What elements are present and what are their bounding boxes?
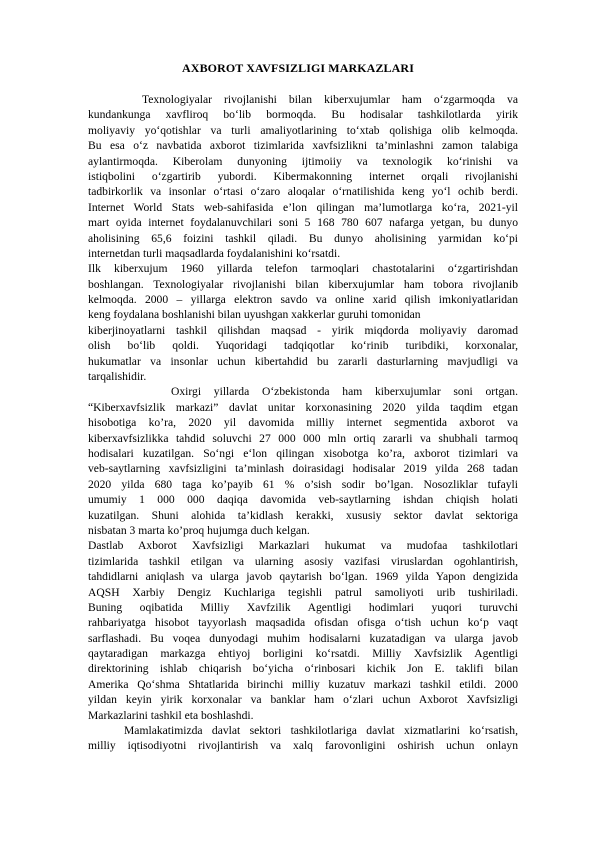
text-line: umumiy 1 000 000 daqiqa davomida veb-saytlarning ishdan chiqish holati xyxy=(88,493,518,507)
text-line: internetdan turli maqsadlarda foydalanishini ko‘rsatdi. xyxy=(88,246,341,260)
text-line: 2020 yilda 680 taga ko’payib 61 % o’sish sodir bo’lgan. Nosozliklar tufayli xyxy=(88,477,518,491)
text-line: Amerika Qo‘shma Shtatlarida birinchi milliy kuzatuv markazi tashkil etildi. 2000 xyxy=(88,677,518,691)
text-line: hisobotiga ko’ra, 2020 yil davomida milliy internet segmentida axborot va xyxy=(88,416,518,430)
text-line: “Kiberxavfsizlik markazi” davlat unitar korxonasining 2020 yilda taqdim etgan xyxy=(88,400,518,414)
text-line: kiberxavfsizlikka tahdid soluvchi 27 000 000 mln ortiq zararli va shubhali tarmoq xyxy=(88,431,518,445)
text-line: tarqalishidir. xyxy=(88,370,147,384)
text-line: tadbirkorlik va insonlar o‘rtasi o‘zaro aloqalar o‘rnatilishida keng yo‘l ochib berdi. xyxy=(88,185,518,199)
text-line: aholisining 65,6 foizini tashkil qiladi. Bu dunyo aholisining yarmidan ko‘pi xyxy=(88,231,518,245)
text-line: aylantirmoqda. Kiberolam dunyoning ijtimoiiy va texnologik ko‘rinishi va xyxy=(88,154,518,168)
text-line: Bu esa o‘z navbatida axborot tizimlarida xavfsizlikni ta’minlashni zamon talabiga xyxy=(88,139,518,153)
document-title: AXBOROT XAVFSIZLIGI MARKAZLARI xyxy=(182,61,414,75)
text-line: olish bo‘lib qoldi. Yuqoridagi tadqiqotlar ko‘rinib turibdiki, korxonalar, xyxy=(88,339,518,353)
text-line: AQSH Xarbiy Dengiz Kuchlariga tegishli patrul samoliyoti urib tushiriladi. xyxy=(88,585,518,599)
text-line: direktorining ishlab chiqarish bo‘yicha o‘rinbosari kichik Jon E. taklifi bilan xyxy=(88,662,518,676)
text-line: Ilk kiberxujum 1960 yillarda telefon tarmoqlari chastotalarini o‘zgartirishdan xyxy=(88,262,518,276)
text-line: kundankunga xavfliroq bo‘lib bormoqda. Bu hodisalar tashkilotlarda yirik xyxy=(88,108,518,122)
text-line: boshlangan. Texnologiyalar rivojlanishi bilan kiberxujumlar ham tobora rivojlanib xyxy=(88,277,518,291)
text-line: qaytaradigan markazga ehtiyoj borligini ko‘rsatdi. Milliy Xavfsizlik Agentligi xyxy=(88,647,518,661)
text-line: Texnologiyalar rivojlanishi bilan kiberxujumlar ham o‘zgarmoqda va xyxy=(142,93,518,106)
text-line: milliy iqtisodiyotni rivojlantirish va xalq farovonligini oshirish uchun onlayn xyxy=(88,739,518,753)
text-line: Internet World Stats web-sahifasida e’lon qilingan ma’lumotlarga ko‘ra, 2021-yil xyxy=(88,200,518,214)
text-line: Buning oqibatida Milliy Xavfzilik Agentligi hodimlari yuqori turuvchi xyxy=(88,600,518,614)
text-line: Dastlab Axborot Xavfsizligi Markazlari hukumat va mudofaa tashkilotlari xyxy=(88,539,518,553)
text-line: keng foydalana boshlanishi bilan uyushgan xakkerlar guruhi tomonidan xyxy=(88,308,421,322)
text-line: veb-saytlarning xavfsizligini ta’minlash doirasidagi hodisalar 2019 yilda 268 tadan xyxy=(88,462,518,476)
text-line: yildan keyin yirik korxonalar va banklar ham o‘zlari uchun Axborot Xavfsizligi xyxy=(88,693,518,707)
document-body xyxy=(88,92,518,754)
text-line: hodisalari kuzatilgan. So‘ngi e‘lon qilingan xisobotga ko’ra, axborot tizimlari va xyxy=(88,446,518,460)
text-line: rahbariyatga hisobot tayyorlash maqsadida ofisdan ofisga o‘tish uchun ko‘p vaqt xyxy=(88,616,518,630)
text-line: tizimlarida tashkil etilgan va ularning asosiy vazifasi viruslardan ogohlantirish, xyxy=(88,554,518,568)
text-line: Markazlarini tashkil eta boshlashdi. xyxy=(88,708,254,722)
text-line: sarflashadi. Bu voqea dunyodagi muhim hodisalarni kuzatadigan va ularga javob xyxy=(88,631,518,645)
text-line: moliyaviy yo‘qotishlar va turli amaliyotlarining to‘xtab qolishiga olib kelmoqda. xyxy=(88,123,518,137)
text-line: Oxirgi yillarda O‘zbekistonda ham kiberxujumlar soni ortgan. xyxy=(171,385,518,399)
text-line: nisbatan 3 marta ko’proq hujumga duch kelgan. xyxy=(88,523,310,537)
text-line: hukumatlar va insonlar uchun kibertahdid bu zararli dasturlarning mavjudligi va xyxy=(88,354,518,368)
text-line: kuzatilgan. Shuni alohida ta’kidlash kerakki, xususiy sektor davlat sektoriga xyxy=(88,508,518,522)
text-line: Mamlakatimizda davlat sektori tashkilotlariga davlat xizmatlarini ko‘rsatish, xyxy=(124,724,518,738)
text-line: tahdidlarni aniqlash va ularga javob qaytarish bo‘lgan. 1969 yilda Yapon dengizida xyxy=(88,570,518,584)
text-line: kelmoqda. 2000 – yillarga elektron savdo va online xarid qilish imkoniyatlaridan xyxy=(88,293,518,307)
text-line: kiberjinoyatlarni tashkil qilishdan maqsad - yirik miqdorda moliyaviy daromad xyxy=(88,323,518,337)
text-line: mart oyida internet foydalanuvchilari soni 5 168 780 607 nafarga yetgan, bu dunyo xyxy=(88,216,518,230)
text-line: istiqbolini o‘zgartirib yubordi. Kibermakonning internet orqali rivojlanishi xyxy=(88,169,518,183)
